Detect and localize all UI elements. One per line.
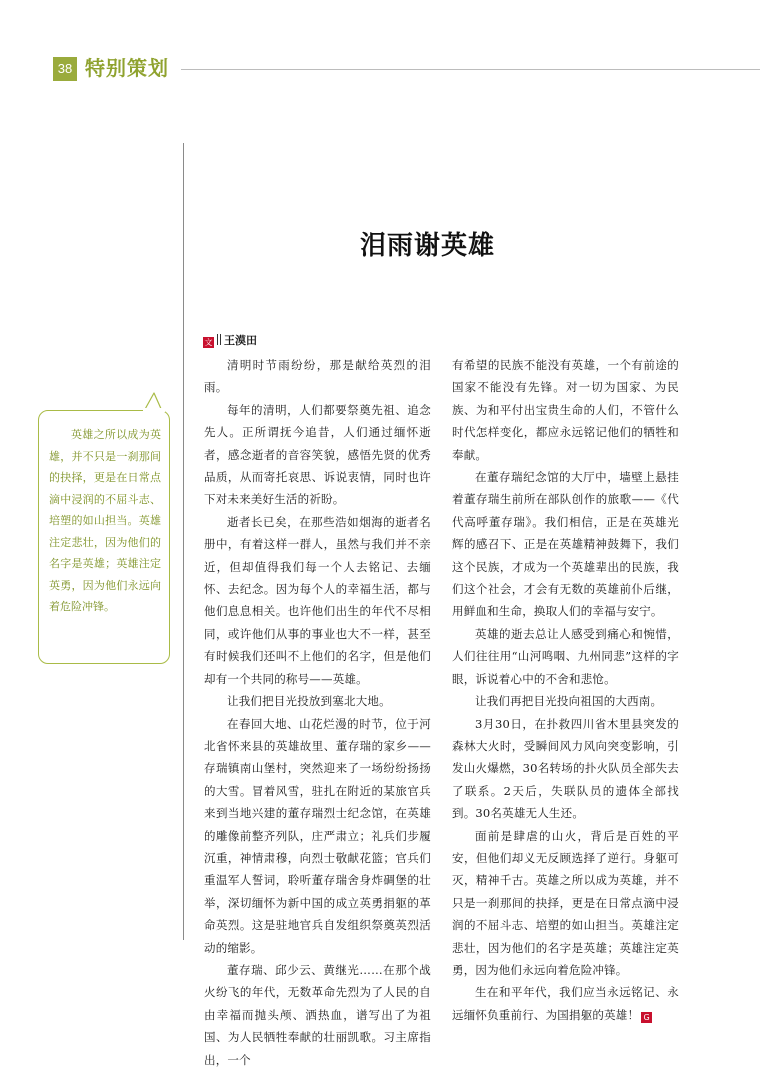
byline [203,334,257,348]
final-paragraph-text: 生在和平年代，我们应当永远铭记、永远缅怀负重前行、为国捐躯的英雄！ [452,985,679,1022]
paragraph: 逝者长已矣，在那些浩如烟海的逝者名册中，有着这样一群人，虽然与我们并不亲近，但却值得我们每一个人去铭记、去缅怀、去纪念。因为每个人的幸福生活，都与他们息息相关。也许他们出生的年代不尽相同，或许他们从事的事业也大不一样，甚至有时候我们还叫不上他们的名字，但是他们却有一个共同的称号——英雄。 [204,514,431,686]
pullquote-text: 英雄之所以成为英雄，并不只是一刹那间的抉择，更是在日常点滴中浸润的不屈斗志、培塑的如山担当。英雄注定悲壮，因为他们的名字是英雄；英雄注定英勇，因为他们永远向着危险冲锋。 [49,428,161,613]
paragraph: 英雄的逝去总让人感受到痛心和惋惜，人们往往用“山河鸣咽、九州同悲”这样的字眼，诉说着心中的不舍和悲怆。 [452,626,679,686]
paragraph: 让我们把目光投放到塞北大地。 [227,694,391,709]
paragraph: 董存瑞、邱少云、黄继光……在那个战火纷飞的年代，无数革命先烈为了人民的自由幸福而抛头颅、洒热血，谱写出了为祖国、为人民牺牲奉献的壮丽凯歌。习主席指出，一个 [204,962,431,1067]
page-header [53,57,760,81]
quote-tail-mask [143,408,165,412]
author-name: 王漠田 [224,334,257,347]
article-title: 泪雨谢英雄 [360,231,496,261]
end-mark-icon: G [641,1012,652,1023]
article-column-left [204,354,431,1071]
author-mark-icon: 文 [204,338,213,347]
paragraph: 每年的清明，人们都要祭奠先祖、追念先人。正所谓抚今追昔，人们通过缅怀逝者，感念逝者的音容笑貌，感悟先贤的优秀品质，从而寄托哀思、诉说衷情，同时也许下对未来美好生活的祈盼。 [204,402,431,507]
paragraph-continued: 有希望的民族不能没有英雄，一个有前途的国家不能没有先锋。对一切为国家、为民族、为和平付出宝贵生命的人们，不管什么时代怎样变化，都应永远铭记他们的牺牲和奉献。 [452,358,679,462]
paragraph: 在董存瑞纪念馆的大厅中，墙壁上悬挂着董存瑞生前所在部队创作的旅歌——《代代高呼董存瑞》。我们相信，正是在英雄光辉的感召下、正是在英雄精神鼓舞下，我们这个民族，才成为一个英雄辈出的民族，我们这个社会，才会有无数的英雄前仆后继，用鲜血和生命，换取人们的幸福与安宁。 [452,470,679,619]
byline-separator [217,334,221,345]
paragraph: 清明时节雨纷纷，那是献给英烈的泪雨。 [204,358,431,395]
column-divider-line [183,143,184,940]
paragraph: 让我们再把目光投向祖国的大西南。 [475,694,663,709]
page-number: 38 [53,57,77,81]
paragraph: 在春回大地、山花烂漫的时节，位于河北省怀来县的英雄故里、董存瑞的家乡——存瑞镇南山堡村，突然迎来了一场纷纷扬扬的大雪。冒着风雪，驻扎在附近的某旅官兵来到当地兴建的董存瑞烈士纪念馆，在英雄的雕像前整齐列队，庄严肃立；礼兵们步履沉重，神情肃穆，向烈士敬献花篮；官兵们重温军人誓词，聆听董存瑞舍身炸碉堡的壮举，深切缅怀为新中国的成立英勇捐躯的革命英烈。这是驻地官兵自发组织祭奠英烈活动的缩影。 [204,716,431,955]
section-title: 特别策划 [85,56,169,80]
article-column-right [452,354,679,1026]
header-rule [181,69,760,70]
paragraph-final [452,981,679,1026]
paragraph: 面前是肆虐的山火，背后是百姓的平安，但他们却义无反顾选择了逆行。身躯可灭，精神千古。英雄之所以成为英雄，并不只是一刹那间的抉择，更是在日常点滴中浸润的不屈斗志、培塑的如山担当。英雄注定悲壮，因为他们的名字是英雄；英雄注定英勇，因为他们永远向着危险冲锋。 [452,828,679,977]
paragraph: 3月30日，在扑救四川省木里县突发的森林大火时，受瞬间风力风向突变影响，引发山火爆燃，30名转场的扑火队员全部失去了联系。2天后，失联队员的遗体全部找到。30名英雄无人生还。 [452,716,679,821]
